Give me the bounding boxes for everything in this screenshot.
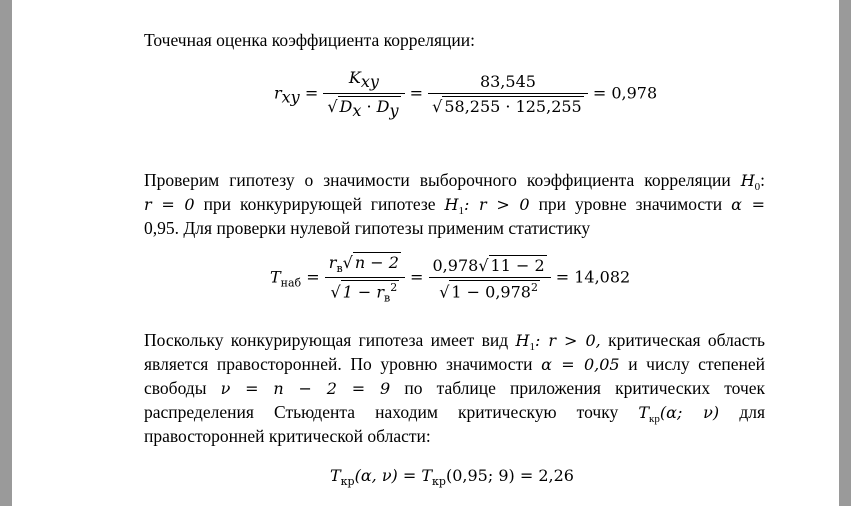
paragraph-hypothesis-line3: 0,95. Для проверки нулевой гипотезы применим статистику (144, 218, 591, 238)
formula-correlation: $r_{xy}$ = $\frac{K_{xy}}{√ D_x \cdot D_y}$ = $\frac{83,545}{√ 58,255 \cdot 125,255}$ = 0,978 (274, 68, 658, 120)
paragraph-hypothesis-line1: Проверим гипотезу о значимости выборочного коэффициента корреляции $H_0$: (144, 170, 766, 193)
paragraph-critical-line5: правосторонней критической области: (144, 426, 431, 446)
left-margin-bar (0, 0, 12, 506)
paragraph-critical-line1: Поскольку конкурирующая гипотеза имеет вид $H_1$: r > 0, критическая область (144, 330, 766, 353)
paragraph-critical-line2: является правосторонней. По уровню значимости α = 0,05 и числу степеней (144, 354, 765, 374)
fraction-numeric-t: $\frac{0,978√ 11 - 2}{√ 1 - 0,978^2}$ (429, 255, 551, 301)
document-page (12, 0, 839, 506)
fraction-symbolic: $\frac{r_в√ n - 2}{√ 1 - r_в^2}$ (325, 252, 405, 304)
fraction-numeric: $\frac{83,545}{√ 58,255 \cdot 125,255}$ (428, 72, 588, 116)
right-margin-bar (839, 0, 851, 506)
paragraph-critical-line3: свободы ν = n − 2 = 9 по таблице приложения критических точек (144, 378, 766, 398)
formula-critical-point: $T_{кр}(\alpha$, $\nu) = T_{кр}(0,95$; 9) = 2,26 (330, 466, 574, 488)
formula-t-statistic: $T_{наб}$ = $\frac{r_в√ n - 2}{√ 1 - r_в^2}$ = $\frac{0,978√ 11 - 2}{√ 1 - 0,978^2}$ = 14,082 (270, 253, 631, 305)
paragraph-hypothesis-line2: r = 0 при конкурирующей гипотезе $H_1$: r > 0 при уровне значимости α = (144, 194, 766, 217)
fraction-kxy: $\frac{K_{xy}}{√ D_x \cdot D_y}$ (323, 68, 404, 120)
paragraph-critical-line4: распределения Стьюдента находим критическую точку $T_{кр}(\alpha$; ν) для (144, 402, 765, 425)
paragraph-point-estimate: Точечная оценка коэффициента корреляции: (144, 30, 475, 50)
